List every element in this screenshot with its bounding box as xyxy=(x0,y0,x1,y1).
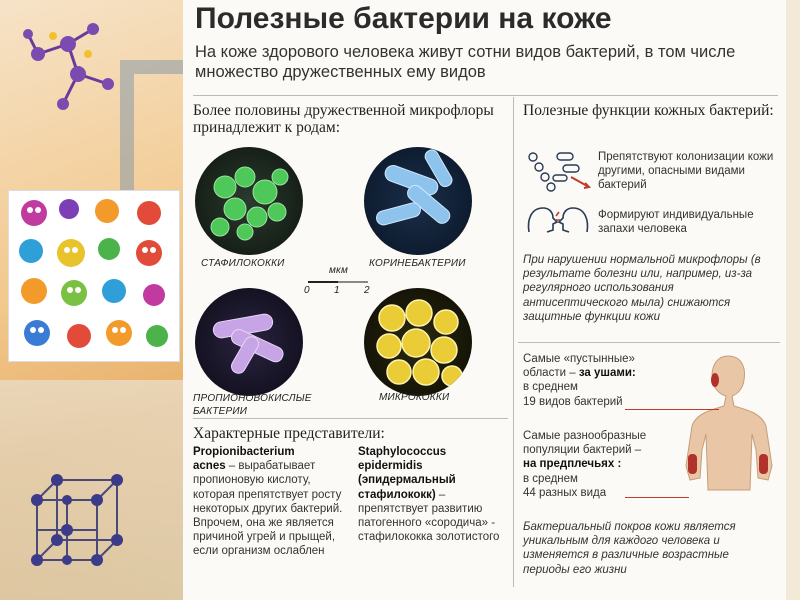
desert-line2b: за ушами: xyxy=(578,367,636,380)
corynebacteria-image xyxy=(364,147,472,255)
rep2-name4: стафилококк) xyxy=(358,488,436,501)
infographic xyxy=(183,0,786,600)
rep2-name1: Staphylococcus xyxy=(358,446,447,458)
forearm-pointer-line xyxy=(625,497,689,498)
function-colonization-text: Препятствуют колонизации кожи другими, опасными видами бактерий xyxy=(598,151,774,192)
desert-line2a: области – xyxy=(523,367,579,380)
micrococci-image xyxy=(364,288,472,396)
warning-text: При нарушении нормальной микрофлоры (в результате болезни или, например, из-за регулярного использования антисептического мыла) снижаются защитные функции кожи xyxy=(523,254,761,323)
page-title: Полезные бактерии на коже xyxy=(195,2,612,35)
function-odor-text: Формируют индивидуальные запахи человека xyxy=(598,209,754,236)
caption-staphylococci: СТАФИЛОКОККИ xyxy=(201,258,285,269)
rep2-name2: epidermidis xyxy=(358,460,423,473)
representatives-heading: Характерные представители: xyxy=(193,425,385,442)
column-divider xyxy=(513,97,514,587)
human-body-illustration xyxy=(668,350,783,520)
forearm-marker-right xyxy=(759,454,768,474)
representative-staphylococcus xyxy=(358,445,508,544)
genera-heading: Более половины дружественной микрофлоры принадлежит к родам: xyxy=(193,102,494,136)
representatives-divider xyxy=(193,418,508,419)
desert-line1: Самые «пустынные» xyxy=(523,353,635,365)
forearm-marker-left xyxy=(688,454,697,474)
rep2-name3: (эпидермальный xyxy=(358,474,456,487)
page-subtitle: На коже здорового человека живут сотни видов бактерий, в том числе множество дружественных ему видов xyxy=(195,43,736,81)
propionibacteria-image xyxy=(195,288,303,396)
scale-unit: мкм xyxy=(329,265,349,276)
caption-micrococci: МИКРОКОККИ xyxy=(379,392,450,403)
desert-line3: в среднем xyxy=(523,381,578,394)
crystal-lattice-illustration xyxy=(22,470,132,580)
rep1-desc1: – вырабатывает xyxy=(225,460,316,473)
functions-heading: Полезные функции кожных бактерий: xyxy=(523,102,774,119)
scale-tick-0: 0 xyxy=(304,285,310,296)
diverse-line3: на предплечьях : xyxy=(523,458,622,471)
caption-corynebacteria: КОРИНЕБАКТЕРИИ xyxy=(369,258,466,269)
scale-bar xyxy=(304,265,374,297)
bacteria-cluster-icon xyxy=(523,145,593,195)
body-section-divider xyxy=(518,342,780,343)
molecule-illustration xyxy=(18,14,128,124)
diverse-line4: в среднем xyxy=(523,472,578,485)
diverse-line2: популяции бактерий – xyxy=(523,444,642,457)
caption-propionibacteria: ПРОПИОНОВОКИСЛЫЕ БАКТЕРИИ xyxy=(193,393,312,417)
header-divider xyxy=(193,95,778,96)
scale-tick-1: 1 xyxy=(334,285,340,296)
diverse-line1: Самые разнообразные xyxy=(523,430,647,442)
cartoon-bacteria-image xyxy=(8,190,180,362)
rep1-name2: acnes xyxy=(193,460,226,473)
desert-line4: 19 видов бактерий xyxy=(523,395,623,408)
rep2-desc1: – xyxy=(435,488,446,501)
rep1-name1: Propionibacterium xyxy=(193,446,295,458)
staphylococci-image xyxy=(195,147,303,255)
ears-pointer-line xyxy=(625,409,719,410)
footer-note: Бактериальный покров кожи является уникальным для каждого человека и изменяется в различные возрастные периоды его жизни xyxy=(523,521,736,576)
faces-icon xyxy=(523,202,593,238)
rep2-desc-rest: препятствует развитию патогенного «сородича» - стафилококка золотистого xyxy=(358,502,500,544)
rep1-desc-rest: пропионовую кислоту, которая препятствует росту некоторых других бактерий. Впрочем, она же является причиной угрей и прыщей, если организм ослаблен xyxy=(193,474,343,558)
diverse-line5: 44 разных вида xyxy=(523,486,607,499)
ear-marker xyxy=(711,373,719,387)
scale-tick-2: 2 xyxy=(364,285,370,296)
representative-propionibacterium xyxy=(193,445,343,559)
